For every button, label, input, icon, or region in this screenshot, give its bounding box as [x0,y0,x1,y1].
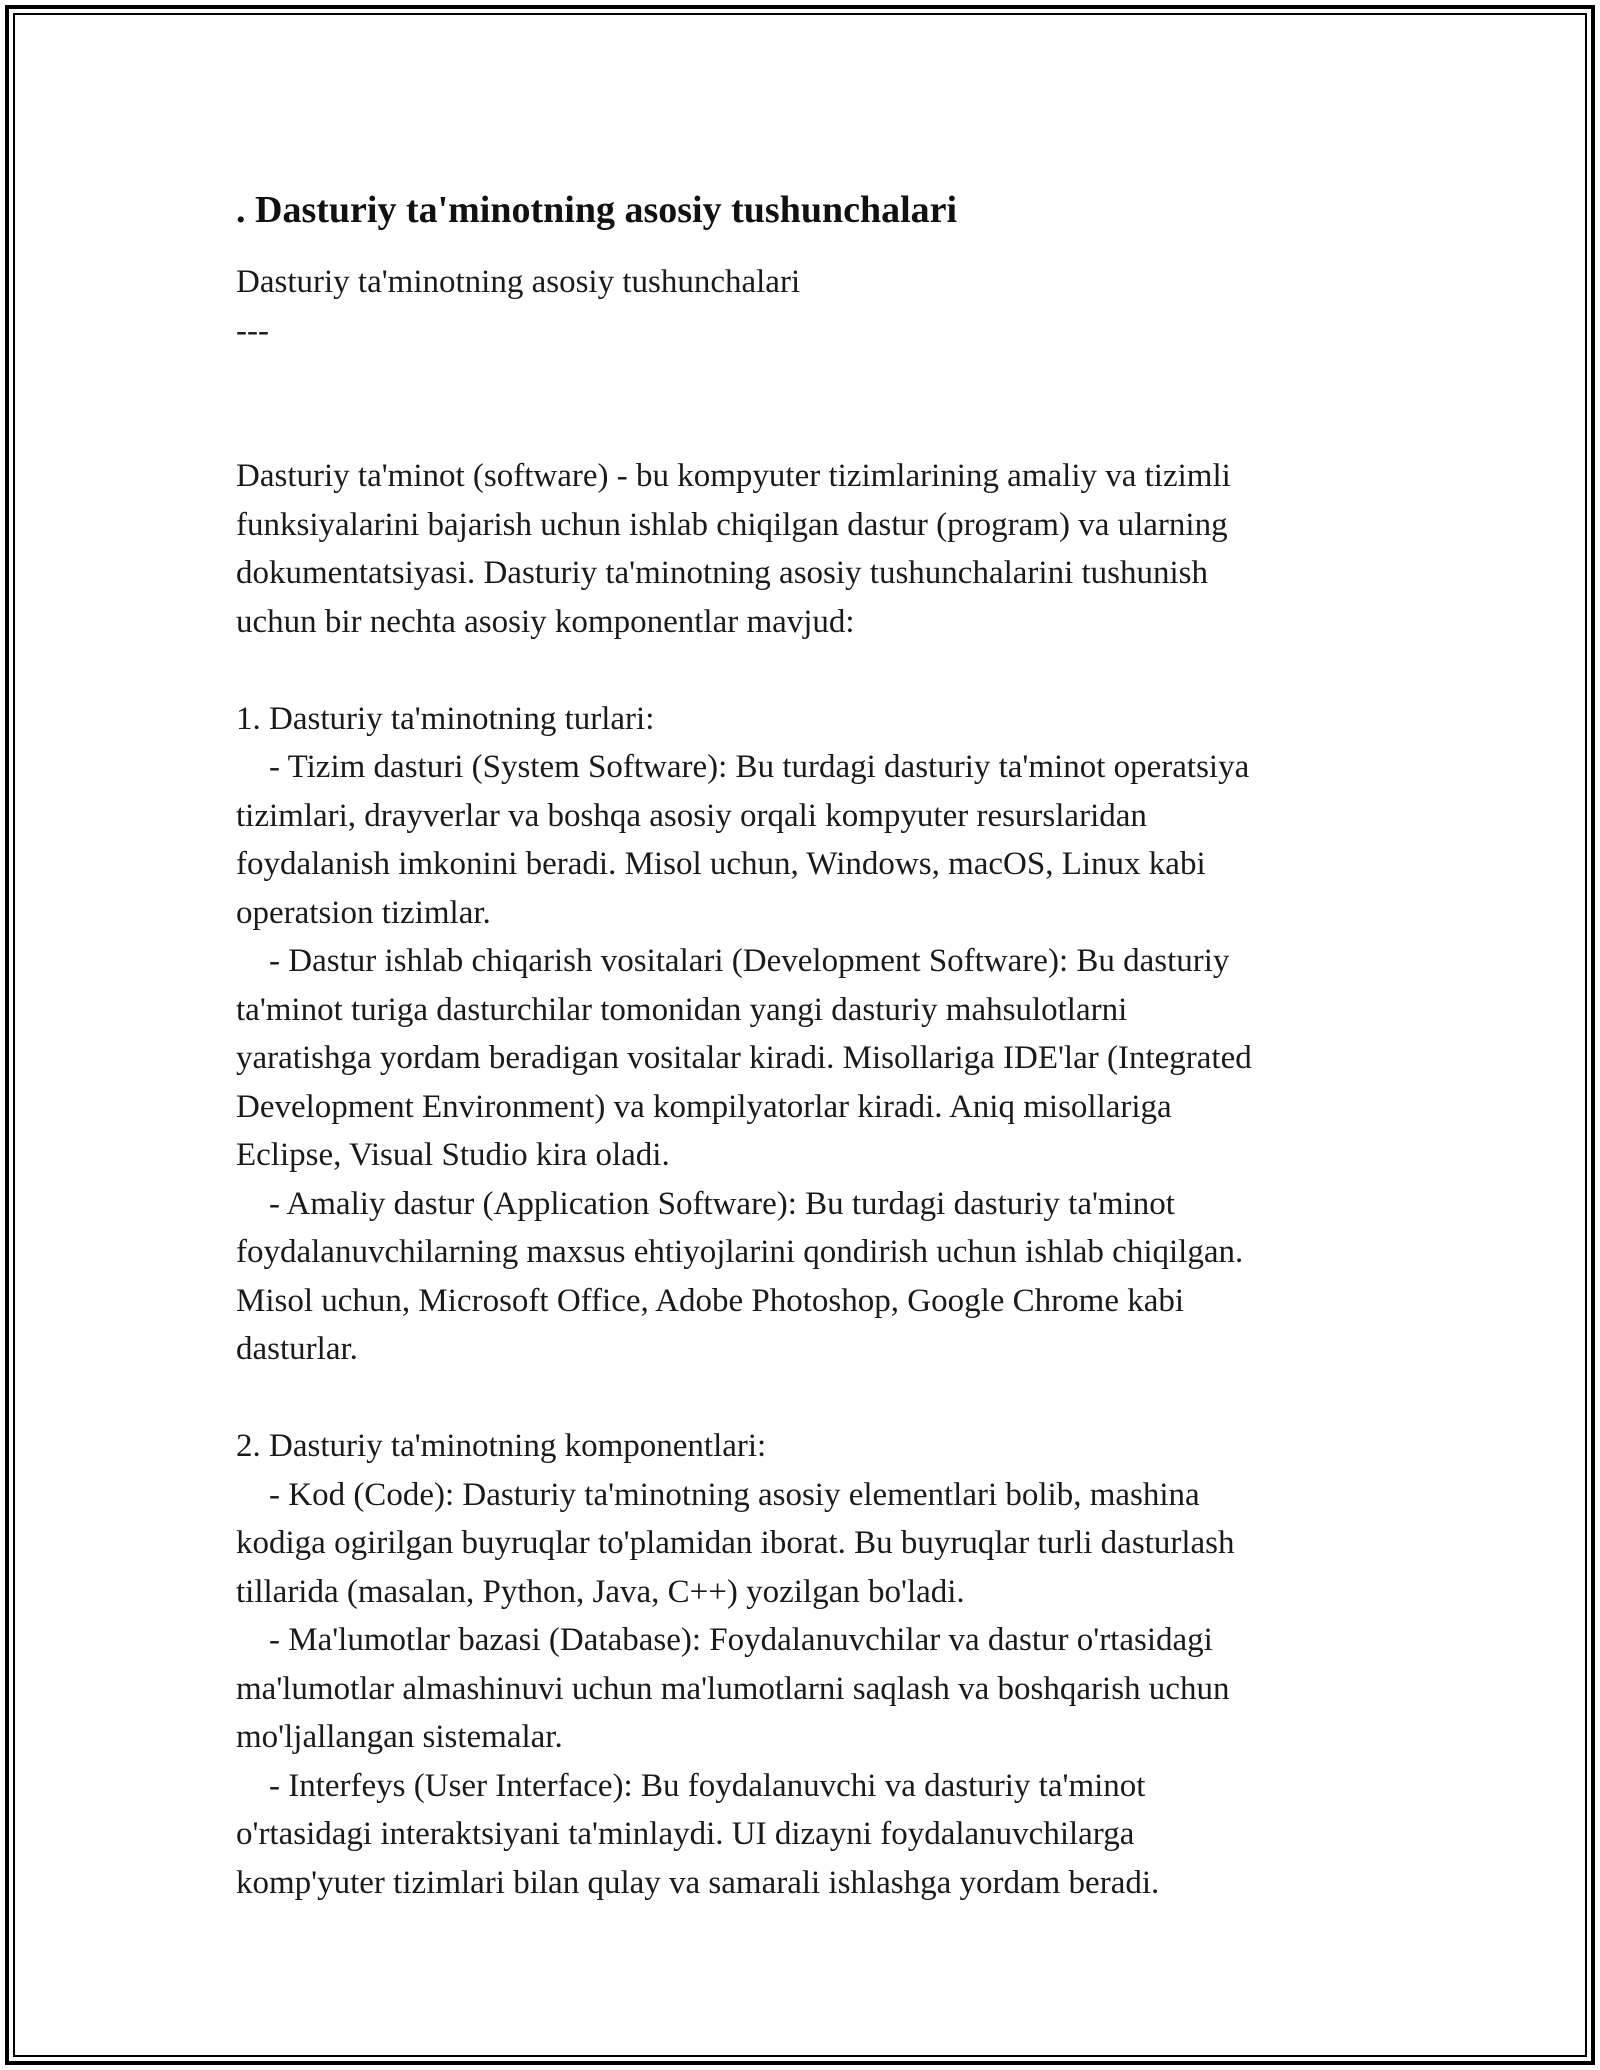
paragraph-line: ta'minot turiga dasturchilar tomonidan yangi dasturiy mahsulotlarni [236,991,1128,1028]
paragraph-line: kodiga ogirilgan buyruqlar to'plamidan iborat. Bu buyruqlar turli dasturlash [236,1525,1235,1561]
paragraph-line: Eclipse, Visual Studio kira oladi. [236,1137,670,1173]
section-software-components [236,1422,1396,1907]
paragraph-line: o'rtasidagi interaktsiyani ta'minlaydi. UI dizayni foydalanuvchilarga [236,1816,1135,1852]
paragraph-line: Development Environment) va kompilyatorlar kiradi. Aniq misollariga [236,1088,1172,1125]
section-heading: 2. Dasturiy ta'minotning komponentlari: [236,1428,767,1464]
paragraph-line: dasturlar. [236,1331,358,1367]
paragraph-line: foydalanish imkonini beradi. Misol uchun, Windows, macOS, Linux kabi [236,846,1206,882]
paragraph-line: - Amaliy dastur (Application Software): Bu turdagi dasturiy ta'minot [236,1185,1175,1222]
paragraph-line: dokumentatsiyasi. Dasturiy ta'minotning asosiy tushunchalarini tushunish [236,555,1209,591]
section-software-types [236,695,1396,1374]
paragraph-line: uchun bir nechta asosiy komponentlar mavjud: [236,603,855,640]
paragraph-line: - Dastur ishlab chiqarish vositalari (Development Software): Bu dasturiy [236,943,1230,979]
paragraph-line: - Tizim dasturi (System Software): Bu turdagi dasturiy ta'minot operatsiya [236,749,1250,785]
intro-paragraph [236,452,1396,646]
document-title: . Dasturiy ta'minotning asosiy tushunchalari [236,189,958,231]
paragraph-line: mo'ljallangan sistemalar. [236,1719,563,1755]
separator: --- [236,312,269,349]
paragraph-line: funksiyalarini bajarish uchun ishlab chiqilgan dastur (program) va ularning [236,506,1228,543]
blank-line [236,1374,1396,1423]
document-body [236,186,1396,1907]
blank-line [236,355,1396,404]
paragraph-line: ma'lumotlar almashinuvi uchun ma'lumotlarni saqlash va boshqarish uchun [236,1670,1230,1707]
paragraph-line: tizimlari, drayverlar va boshqa asosiy orqali kompyuter resurslaridan [236,797,1147,834]
paragraph-line: komp'yuter tizimlari bilan qulay va samarali ishlashga yordam beradi. [236,1864,1160,1901]
paragraph-line: - Kod (Code): Dasturiy ta'minotning asosiy elementlari bolib, mashina [236,1476,1200,1513]
blank-line [236,404,1396,453]
blank-line [236,646,1396,695]
paragraph-line: foydalanuvchilarning maxsus ehtiyojlarini qondirish uchun ishlab chiqilgan. [236,1234,1244,1270]
section-heading: 1. Dasturiy ta'minotning turlari: [236,700,655,737]
paragraph-line: Dasturiy ta'minot (software) - bu kompyuter tizimlarining amaliy va tizimli [236,458,1231,494]
paragraph-line: tillarida (masalan, Python, Java, C++) yozilgan bo'ladi. [236,1573,965,1610]
paragraph-line: - Interfeys (User Interface): Bu foydalanuvchi va dasturiy ta'minot [236,1767,1146,1804]
paragraph-line: operatsion tizimlar. [236,894,491,931]
document-subtitle: Dasturiy ta'minotning asosiy tushunchalari [236,264,801,300]
paragraph-line: Misol uchun, Microsoft Office, Adobe Photoshop, Google Chrome kabi [236,1282,1185,1319]
paragraph-line: - Ma'lumotlar bazasi (Database): Foydalanuvchilar va dastur o'rtasidagi [236,1622,1213,1658]
paragraph-line: yaratishga yordam beradigan vositalar kiradi. Misollariga IDE'lar (Integrated [236,1040,1252,1076]
